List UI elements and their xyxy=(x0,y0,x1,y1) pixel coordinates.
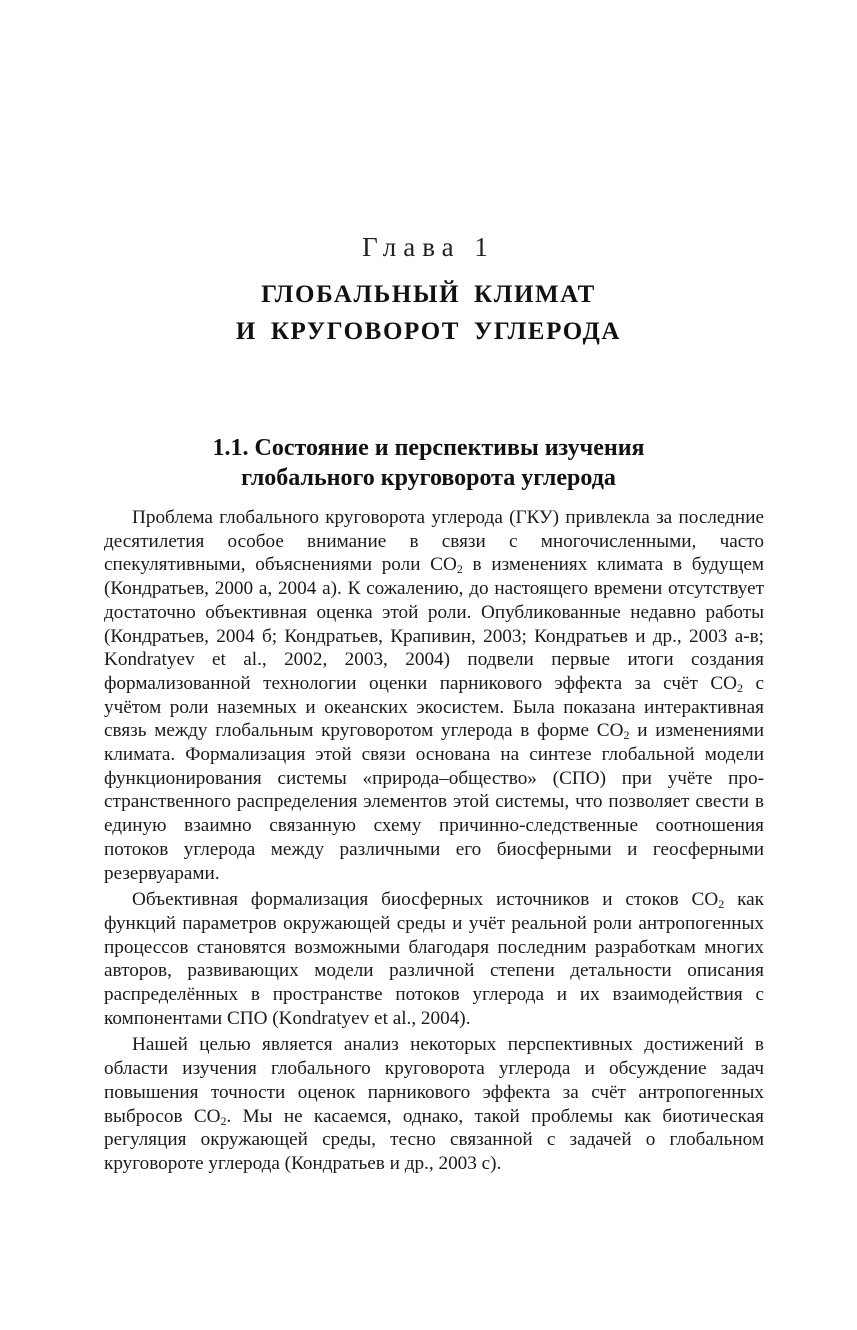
paragraph-1-text-c: с учётом роли наземных и океанских экосистем. Была показана интерактивная связь между глобальным круговоротом углерода в форме CO xyxy=(104,672,764,742)
body-text xyxy=(104,506,764,1179)
subscript: 2 xyxy=(718,897,725,912)
section-title-line-2: глобального круговорота углерода xyxy=(241,465,616,491)
section-title-line-1: 1.1. Состояние и перспективы изучения xyxy=(212,435,645,461)
subscript: 2 xyxy=(623,728,630,743)
section-title xyxy=(0,433,857,493)
chapter-label: Глава 1 xyxy=(362,232,495,262)
paragraph-3-text-b: . Мы не касаемся, однако, такой проблемы как биотическая регуляция окружающей среды, тесно связанной с задачей о глобальном круговороте углерода (Кондратьев и др., 2003 с). xyxy=(104,1105,764,1174)
paragraph-2-text-b: как функций параметров окружающей среды и учёт реальной роли антропогенных процессов становятся возможными благодаря последним разработкам многих авторов, развивающих модели различной степени детальности описания распределённых в пространстве потоков углерода и их взаимодействия с компонентами СПО (Kondratyev et al., 2004). xyxy=(104,889,764,1029)
chapter-title xyxy=(0,276,857,350)
paragraph-1-text-b: в изменениях климата в будущем (Кондратьев, 2000 а, 2004 а). К сожалению, до настоящего времени отсутствует достаточно объективная оценка этой роли. Опубликованные недавно работы (Кондратьев, 2004 б; Кондратьев, Крапивин, 2003; Кондратьев и др., 2003 а-в; Kondratyev et al., 2002, 2003, 2004) подвели первые итоги создания формализованной технологии оценки парникового эффекта за счёт CO xyxy=(104,554,764,694)
paragraph-3 xyxy=(104,1033,764,1175)
paragraph-1 xyxy=(104,506,764,885)
paragraph-2-text-a: Объективная формализация биосферных источников и стоков CO xyxy=(132,889,719,911)
paragraph-1-text-d: и изменениями климата. Формализация этой связи основана на синтезе глобальной модели функционирования системы «природа–общество» (СПО) при учёте пространственного распределения элементов этой системы, что позволяет свести в единую взаимно связанную схему причинно-следственные соотношения потоков углерода между различными его биосферными и геосферными резервуарами. xyxy=(104,720,764,884)
paragraph-2 xyxy=(104,888,764,1030)
subscript: 2 xyxy=(220,1113,227,1128)
paragraph-3-text-a: Нашей целью является анализ некоторых перспективных достижений в области изучения глобального круговорота углерода и обсуждение задач повышения точности оценок парникового эффекта за счёт антропогенных выбросов CO xyxy=(104,1034,764,1127)
subscript: 2 xyxy=(737,680,743,695)
paragraph-1-text-a: Проблема глобального круговорота углерода (ГКУ) привлекла за последние десятилетия особое внимание в связи с многочисленными, часто спекулятивными, объяснениями роли CO xyxy=(104,507,764,576)
subscript: 2 xyxy=(456,562,463,577)
chapter-title-line-2: И КРУГОВОРОТ УГЛЕРОДА xyxy=(235,318,622,345)
chapter-title-line-1: ГЛОБАЛЬНЫЙ КЛИМАТ xyxy=(261,281,596,308)
